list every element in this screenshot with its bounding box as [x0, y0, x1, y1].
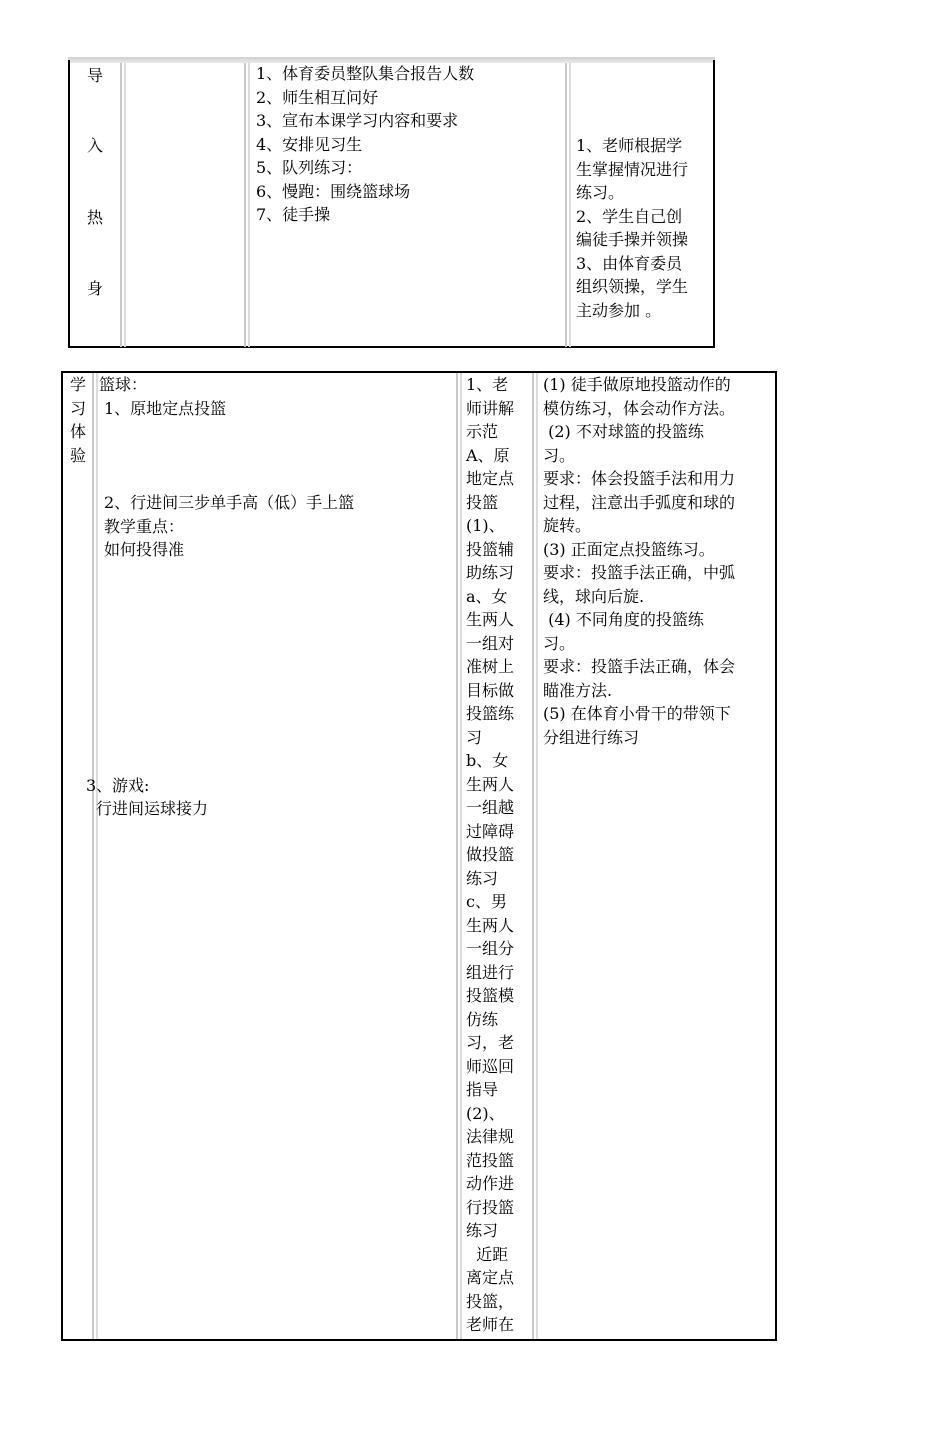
teacher-line: 过障碍 — [466, 821, 515, 841]
teacher-line: 习，老 — [466, 1033, 515, 1052]
teacher-line: 投篮， — [466, 1291, 515, 1311]
table2-divider-1 — [92, 373, 94, 1339]
student-activity-list — [543, 373, 735, 749]
table2-divider-6 — [536, 373, 538, 1339]
teacher-line: 近距 — [466, 1244, 509, 1264]
section-label-char: 验 — [70, 445, 87, 465]
teacher-line: 习 — [466, 727, 483, 747]
teacher-line: 投篮辅 — [466, 539, 515, 559]
focus-text: 如何投得准 — [104, 540, 185, 559]
content-item-3-text: 行进间运球接力 — [96, 799, 209, 818]
student-line: 旋转。 — [543, 516, 592, 535]
section-label-char: 身 — [87, 279, 104, 298]
student-line: 要求：体会投篮手法和用力 — [543, 469, 736, 488]
teacher-activity-list — [466, 373, 514, 1337]
teacher-line: 生两人 — [466, 774, 515, 794]
method-line: 编徒手操并领操 — [576, 230, 689, 249]
teacher-line: 指导 — [466, 1080, 499, 1099]
content-line: 5、队列练习： — [256, 158, 363, 177]
teacher-line: 老师在 — [466, 1315, 515, 1334]
teacher-line: 地定点 — [466, 469, 515, 488]
teacher-line: 做投篮 — [466, 845, 515, 864]
teacher-line: 师讲解 — [466, 398, 515, 418]
content-line: 4、安排见习生 — [256, 134, 363, 154]
warmup-method-list — [576, 134, 688, 322]
method-line: 生掌握情况进行 — [576, 159, 689, 179]
student-line: (1) 徒手做原地投篮动作的 — [543, 375, 731, 394]
content-line: 3、宣布本课学习内容和要求 — [256, 111, 459, 130]
teacher-line: 助练习 — [466, 563, 515, 582]
student-line: 分组进行练习 — [543, 727, 640, 747]
content-line: 2、师生相互问好 — [256, 87, 379, 107]
content-line: 1、体育委员整队集合报告人数 — [256, 64, 475, 83]
focus-label: 教学重点： — [104, 517, 185, 536]
teacher-line: A、原 — [466, 445, 510, 465]
section-label-char: 入 — [87, 136, 104, 155]
teacher-line: 离定点 — [466, 1268, 515, 1287]
method-line: 主动参加 。 — [576, 300, 662, 320]
content-item-1: 1、原地定点投篮 — [104, 399, 227, 418]
table2-right-border — [775, 371, 777, 1341]
content-item-2: 2、行进间三步单手高（低）手上篮 — [104, 493, 355, 512]
teacher-line: 准树上 — [466, 657, 515, 676]
table1-divider-1 — [120, 63, 122, 347]
teacher-line: c、男 — [466, 892, 507, 911]
student-line: 线，球向后旋. — [543, 586, 645, 606]
teacher-line: 投篮练 — [466, 704, 515, 723]
student-line: (3) 正面定点投篮练习。 — [543, 539, 715, 559]
section-label-char: 体 — [70, 422, 87, 441]
teacher-line: 动作进 — [466, 1174, 515, 1193]
table2-divider-4 — [460, 373, 462, 1339]
content-item-3-number: 3 — [86, 776, 97, 795]
teacher-line: 生两人 — [466, 915, 515, 935]
content-line: 6、慢跑：围绕篮球场 — [256, 181, 411, 201]
student-line: 习。 — [543, 633, 576, 653]
student-line: 瞄准方法. — [543, 680, 613, 700]
teacher-line: 一组对 — [466, 633, 515, 653]
student-line: 要求：投篮手法正确，中弧 — [543, 563, 736, 582]
teacher-line: 练习 — [466, 1221, 499, 1240]
method-line: 3、由体育委员 — [576, 253, 683, 273]
teacher-line: 范投篮 — [466, 1150, 515, 1170]
teacher-line: 练习 — [466, 868, 499, 888]
teacher-line: 法律规 — [466, 1127, 515, 1146]
student-line: (2) 不对球篮的投篮练 — [543, 422, 704, 441]
table1-left-border — [68, 60, 70, 348]
table2-divider-5 — [532, 373, 534, 1339]
teacher-line: b、女 — [466, 751, 509, 770]
teacher-line: 示范 — [466, 422, 499, 441]
student-line: 习。 — [543, 445, 576, 465]
teacher-line: 投篮模 — [466, 986, 515, 1005]
section-label-char: 学 — [70, 375, 87, 394]
content-line: 7、徒手操 — [256, 205, 331, 224]
teacher-line: 一组越 — [466, 798, 515, 817]
table1-divider-5 — [565, 63, 567, 347]
warmup-content-list — [256, 62, 474, 227]
table1-bottom-border — [68, 346, 715, 348]
teacher-line: 投篮 — [466, 492, 499, 512]
table1-divider-2 — [124, 63, 126, 347]
teacher-line: 行投篮 — [466, 1197, 515, 1217]
section-label-vertical — [70, 373, 86, 467]
student-line: (5) 在体育小骨干的带领下 — [543, 704, 731, 723]
student-line: (4) 不同角度的投篮练 — [543, 610, 704, 629]
student-line: 要求：投篮手法正确，体会 — [543, 657, 736, 676]
method-line: 1、老师根据学 — [576, 136, 683, 155]
table1-divider-4 — [248, 63, 250, 347]
method-line: 练习。 — [576, 183, 625, 202]
content-item-3-label: 、游戏: — [96, 776, 150, 795]
teacher-line: 目标做 — [466, 680, 515, 700]
teacher-line: a、女 — [466, 586, 508, 606]
section-label-char: 习 — [70, 398, 87, 418]
table1-divider-3 — [244, 63, 246, 347]
teacher-line: 师巡回 — [466, 1056, 515, 1076]
content-title: 篮球： — [99, 375, 148, 394]
student-line: 模仿练习，体会动作方法。 — [543, 398, 736, 418]
teacher-line: 仿练 — [466, 1009, 499, 1029]
table1-right-border — [713, 60, 715, 348]
table2-divider-2 — [96, 373, 98, 1339]
teacher-line: 组进行 — [466, 962, 515, 982]
table2-bottom-border — [61, 1339, 777, 1341]
teacher-line: 一组分 — [466, 939, 515, 958]
student-line: 过程，注意出手弧度和球的 — [543, 492, 736, 512]
table2-left-border — [61, 371, 63, 1341]
teacher-line: (2)、 — [466, 1103, 505, 1123]
teacher-line: (1)、 — [466, 516, 505, 535]
method-line: 组织领操，学生 — [576, 277, 689, 296]
section-label-char: 热 — [87, 208, 104, 227]
teacher-line: 1、老 — [466, 375, 509, 394]
method-line: 2、学生自己创 — [576, 206, 683, 226]
table1-divider-6 — [569, 63, 571, 347]
table2-divider-3 — [456, 373, 458, 1339]
teacher-line: 生两人 — [466, 610, 515, 629]
section-label-char: 导 — [87, 66, 104, 85]
